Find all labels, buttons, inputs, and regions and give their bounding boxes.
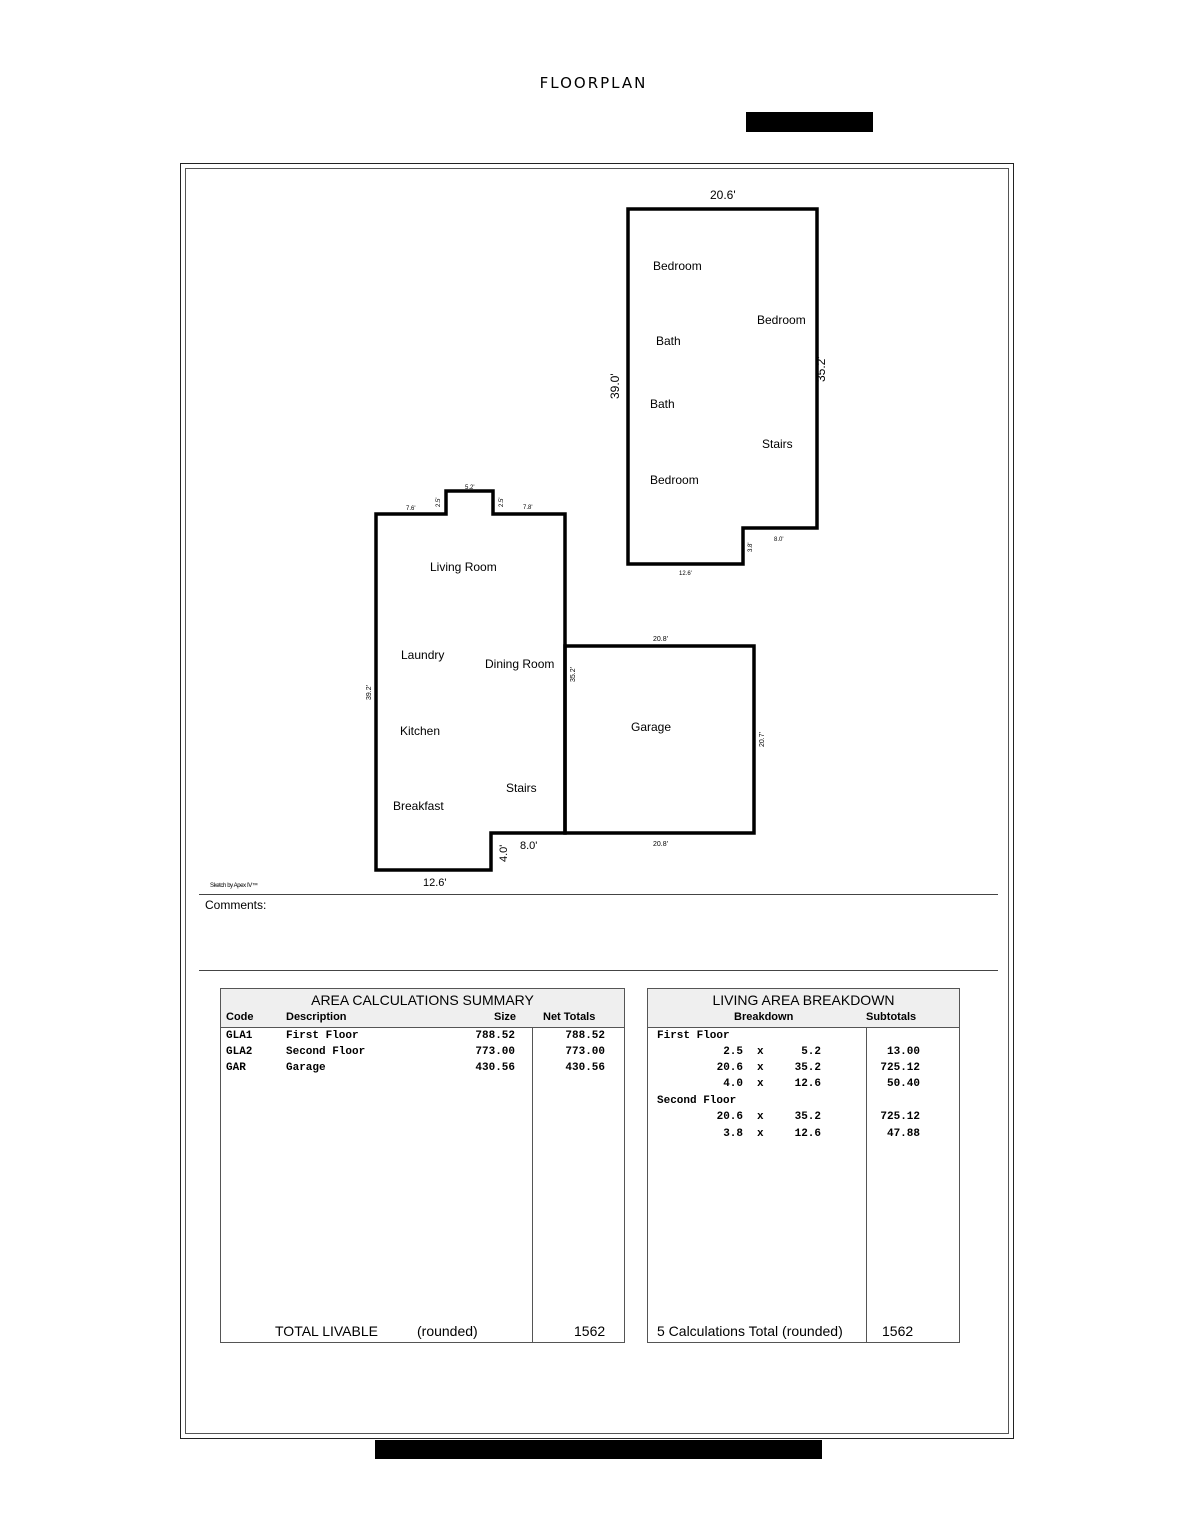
- calc-a: 4.0: [723, 1078, 743, 1090]
- row-code: GLA1: [226, 1030, 253, 1042]
- room-label: Garage: [631, 720, 672, 734]
- calc-x: x: [757, 1062, 764, 1074]
- divider: [199, 894, 998, 895]
- room-label: Bedroom: [653, 259, 702, 273]
- dimension-label: 3.8': [748, 542, 754, 552]
- dimension-label: 7.6': [406, 506, 416, 512]
- column-header: Description: [286, 1011, 347, 1023]
- footer-label: 5 Calculations Total (rounded): [657, 1323, 843, 1339]
- calc-a: 20.6: [716, 1062, 743, 1074]
- area-summary-table: [220, 988, 625, 1343]
- divider: [199, 970, 998, 971]
- calc-subtotal: 50.40: [886, 1078, 920, 1090]
- garage-outline: [565, 646, 754, 833]
- footer-label: TOTAL LIVABLE: [275, 1323, 378, 1339]
- calc-subtotal: 13.00: [886, 1046, 920, 1058]
- room-label: Laundry: [401, 648, 445, 662]
- calc-b: 35.2: [794, 1062, 821, 1074]
- dimension-label: 2.5': [499, 497, 505, 507]
- room-label: Bath: [656, 334, 681, 348]
- row-net: 773.00: [565, 1046, 605, 1058]
- calc-b: 12.6: [794, 1078, 821, 1090]
- dimension-label: 5.2': [465, 485, 475, 491]
- table-title: AREA CALCULATIONS SUMMARY: [311, 992, 534, 1008]
- calc-b: 5.2: [801, 1046, 821, 1058]
- footer-note: (rounded): [417, 1323, 478, 1339]
- table-header: [221, 989, 624, 1028]
- redaction-bar-bottom: [375, 1440, 822, 1459]
- dimension-label: 12.6': [679, 571, 692, 577]
- calc-x: x: [757, 1111, 764, 1123]
- calc-b: 35.2: [794, 1111, 821, 1123]
- dimension-label: 8.0': [520, 840, 538, 852]
- first-floor-outline: [376, 491, 565, 870]
- column-header: Code: [226, 1011, 254, 1023]
- calc-b: 12.6: [794, 1128, 821, 1140]
- dimension-label: 8.0': [774, 537, 784, 543]
- room-label: Breakfast: [393, 799, 444, 813]
- room-label: Living Room: [430, 560, 497, 574]
- room-label: Bedroom: [757, 313, 806, 327]
- row-description: Garage: [286, 1062, 326, 1074]
- room-label: Dining Room: [485, 657, 555, 671]
- dimension-label: 12.6': [423, 877, 447, 889]
- row-net: 788.52: [565, 1030, 605, 1042]
- row-description: First Floor: [286, 1030, 359, 1042]
- row-size: 773.00: [475, 1046, 515, 1058]
- living-breakdown-table: [647, 988, 960, 1343]
- calc-a: 2.5: [723, 1046, 743, 1058]
- column-header: Net Totals: [543, 1011, 596, 1023]
- row-size: 430.56: [475, 1062, 515, 1074]
- dimension-label: 20.8': [653, 636, 668, 643]
- row-code: GAR: [226, 1062, 246, 1074]
- dimension-label: 39.2': [366, 685, 373, 700]
- dimension-label: 4.0': [498, 844, 510, 862]
- column-divider: [532, 1027, 533, 1342]
- row-description: Second Floor: [286, 1046, 366, 1058]
- calc-x: x: [757, 1078, 764, 1090]
- calc-a: 20.6: [716, 1111, 743, 1123]
- dimension-label: 39.0': [608, 373, 622, 399]
- footer-total: 1562: [574, 1323, 606, 1339]
- room-label: Kitchen: [400, 724, 441, 738]
- calc-a: 3.8: [723, 1128, 743, 1140]
- dimension-label: 35.2': [570, 667, 577, 682]
- room-label: Bedroom: [650, 473, 699, 487]
- calc-x: x: [757, 1128, 764, 1140]
- sketch-credit: Sketch by Apex IV™: [210, 883, 258, 889]
- row-size: 788.52: [475, 1030, 515, 1042]
- column-header: Breakdown: [734, 1011, 794, 1023]
- dimension-label: 20.6': [710, 188, 736, 202]
- room-label: Stairs: [506, 781, 537, 795]
- room-label: Bath: [650, 397, 675, 411]
- room-label: Stairs: [762, 437, 793, 451]
- column-divider: [866, 1027, 867, 1342]
- comments-label: Comments:: [205, 898, 267, 912]
- calc-x: x: [757, 1046, 764, 1058]
- column-header: Size: [494, 1011, 517, 1023]
- dimension-label: 7.8': [523, 505, 533, 511]
- column-header: Subtotals: [866, 1011, 917, 1023]
- dimension-label: 20.7': [759, 732, 766, 747]
- calc-subtotal: 725.12: [880, 1111, 920, 1123]
- footer-total: 1562: [882, 1323, 914, 1339]
- page-title: FLOORPLAN: [539, 74, 648, 92]
- dimension-label: 20.8': [653, 841, 668, 848]
- row-code: GLA2: [226, 1046, 253, 1058]
- section-name: First Floor: [657, 1030, 730, 1042]
- dimension-label: 35.2': [814, 356, 828, 382]
- row-net: 430.56: [565, 1062, 605, 1074]
- table-header: [648, 989, 959, 1028]
- section-name: Second Floor: [657, 1095, 737, 1107]
- calc-subtotal: 725.12: [880, 1062, 920, 1074]
- dimension-label: 2.5': [436, 497, 442, 507]
- calc-subtotal: 47.88: [886, 1128, 920, 1140]
- table-title: LIVING AREA BREAKDOWN: [712, 992, 895, 1008]
